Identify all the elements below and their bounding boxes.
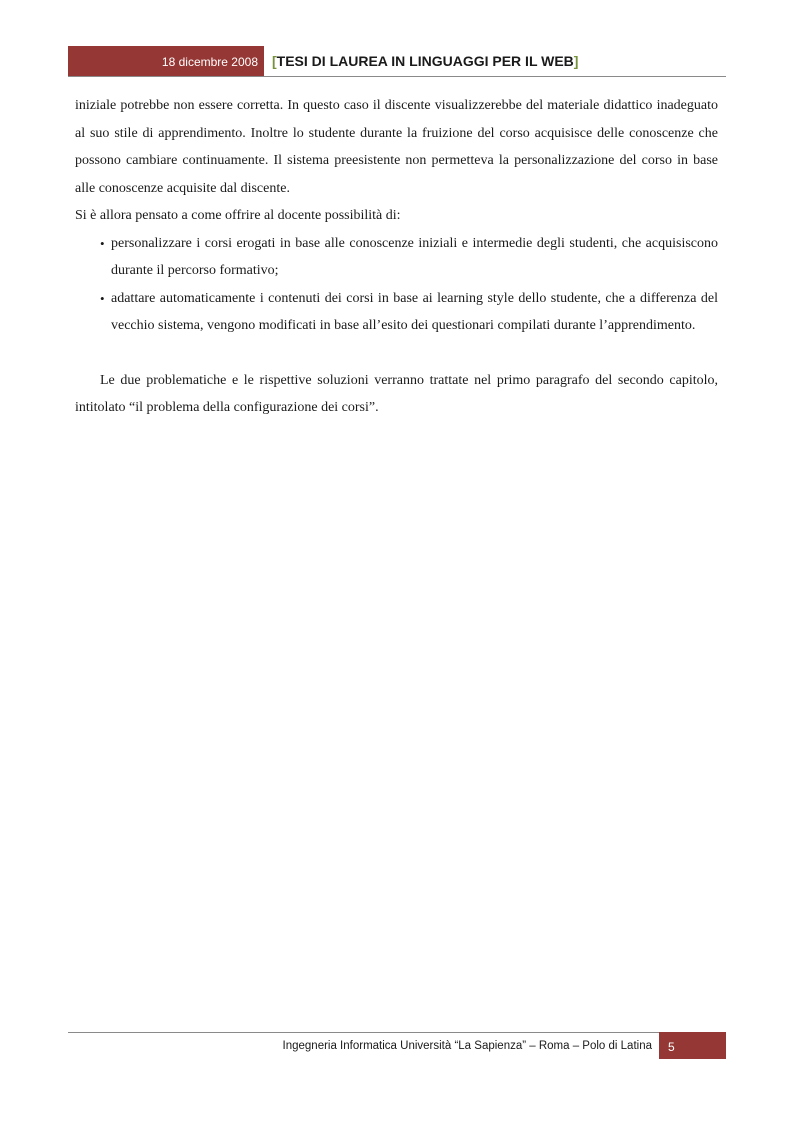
title-text: TESI DI LAUREA IN LINGUAGGI PER IL WEB <box>276 53 574 69</box>
paragraph-2: Si è allora pensato a come offrire al docente possibilità di: <box>75 208 401 223</box>
bullet-icon: • <box>100 235 105 251</box>
header-date: 18 dicembre 2008 <box>161 55 258 69</box>
bullet-icon: • <box>100 290 105 306</box>
bullet-item-1 <box>75 230 718 285</box>
header-date-band <box>68 46 264 76</box>
title-bracket-close: ] <box>573 53 579 69</box>
page-number-box <box>659 1032 726 1059</box>
bullet-text-2: adattare automaticamente i contenuti dei corsi in base ai learning style dello studente, che a differenza del vecchio sistema, vengono modificati in base all’esito dei questionari compilati durante l’apprendimento. <box>111 290 718 333</box>
bullet-list <box>75 230 718 340</box>
footer-divider <box>68 1032 726 1033</box>
bullet-text-1: personalizzare i corsi erogati in base alle conoscenze iniziali e intermedie degli studenti, che acquisiscono durante il percorso formativo; <box>111 235 718 278</box>
page-body <box>75 92 718 422</box>
paragraph-spacer <box>75 340 718 367</box>
page-number: 5 <box>668 1040 675 1054</box>
header-divider <box>68 76 726 77</box>
footer-institution: Ingegneria Informatica Università “La Sapienza” – Roma – Polo di Latina <box>282 1040 652 1052</box>
document-title <box>272 53 578 69</box>
paragraph-3: Le due problematiche e le rispettive soluzioni verranno trattate nel primo paragrafo del secondo capitolo, intitolato “il problema della configurazione dei corsi”. <box>75 372 718 415</box>
title-bracket-open: [ <box>272 53 277 69</box>
paragraph-1: iniziale potrebbe non essere corretta. In questo caso il discente visualizzerebbe del materiale didattico inadeguato al suo stile di apprendimento. Inoltre lo studente durante la fruizione del corso acquisisce delle conoscenze che possono cambiare continuamente. Il sistema preesistente non permetteva la personalizzazione del corso in base alle conoscenze acquisite dal discente. <box>75 98 718 196</box>
bullet-item-2 <box>75 285 718 340</box>
